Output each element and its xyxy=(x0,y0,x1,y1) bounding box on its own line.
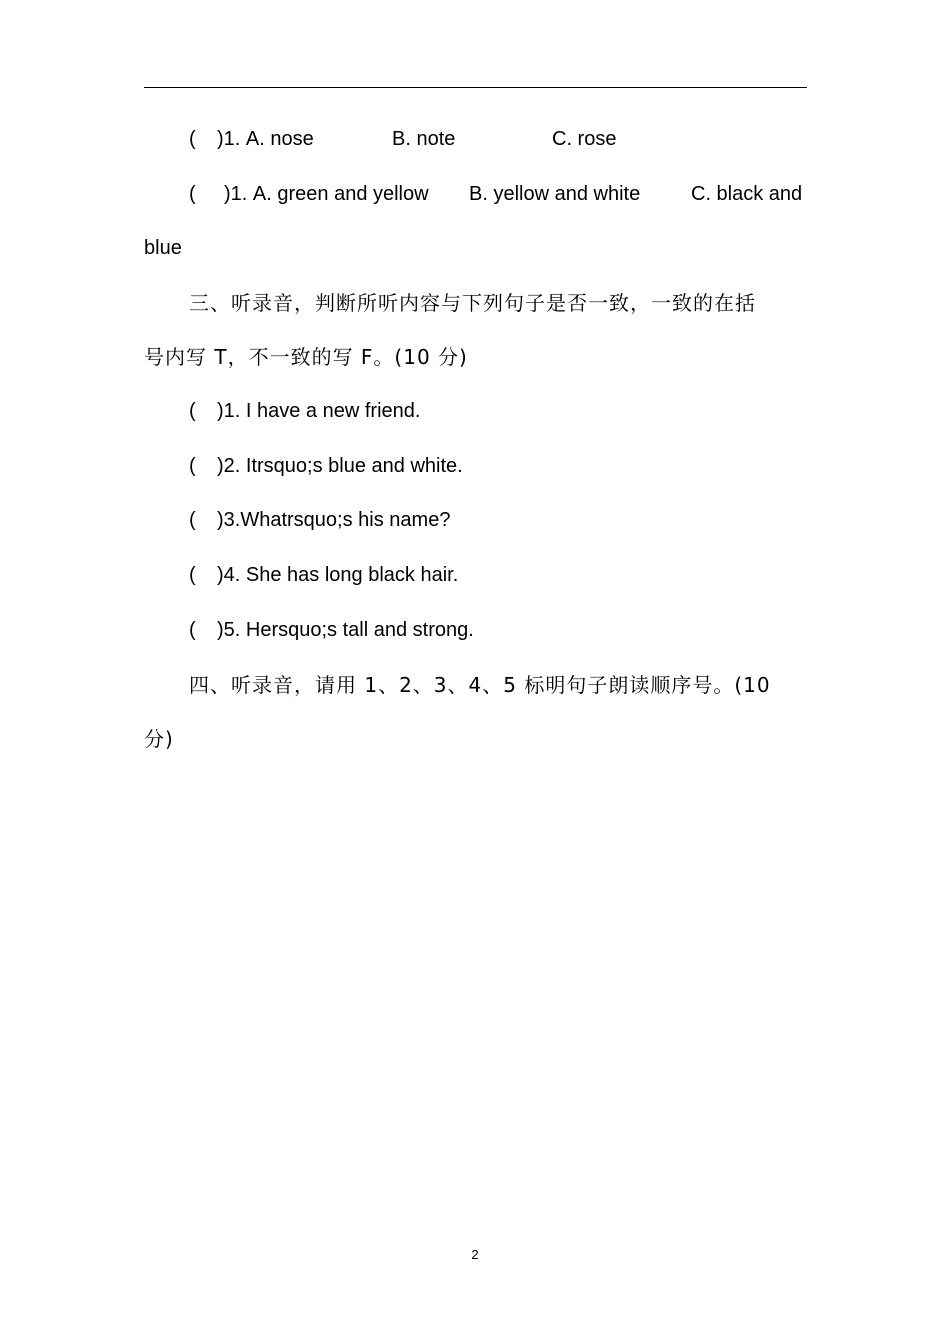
answer-paren: ( xyxy=(189,619,196,641)
answer-paren: ( xyxy=(189,183,196,205)
option-b: B. yellow and white xyxy=(469,183,641,205)
section4-heading-cont: 分) xyxy=(144,727,174,751)
statement-row xyxy=(144,561,807,589)
option-a: A. green and yellow xyxy=(252,183,429,205)
statement-text: )3.Whatrsquo;s his name? xyxy=(217,509,451,531)
option-c-continuation: blue xyxy=(144,237,182,259)
question-number: )1. xyxy=(217,128,241,150)
statement-row xyxy=(144,506,807,534)
section4-heading: 四、听录音，请用 1、2、3、4、5 标明句子朗读顺序号。(10 xyxy=(189,673,771,697)
question-row xyxy=(144,125,807,153)
question-row xyxy=(144,180,807,208)
statement-row xyxy=(144,616,807,644)
answer-paren: ( xyxy=(189,128,196,150)
answer-paren: ( xyxy=(189,509,196,531)
statement-text: )5. Hersquo;s tall and strong. xyxy=(217,619,474,641)
option-c: C. black and xyxy=(691,183,803,205)
section3-heading: 三、听录音，判断所听内容与下列句子是否一致，一致的在括 xyxy=(189,291,756,315)
statement-row xyxy=(144,452,807,480)
answer-paren: ( xyxy=(189,564,196,586)
option-b: B. note xyxy=(392,128,456,150)
option-c: C. rose xyxy=(552,128,617,150)
statement-row xyxy=(144,397,807,425)
page-number: 2 xyxy=(471,1247,479,1262)
statement-text: )2. Itrsquo;s blue and white. xyxy=(217,455,463,477)
option-a: A. nose xyxy=(245,128,314,150)
section3-heading-cont: 号内写 T，不一致的写 F。(10 分) xyxy=(144,345,468,369)
header-rule xyxy=(144,87,807,88)
statement-text: )1. I have a new friend. xyxy=(217,400,421,422)
answer-paren: ( xyxy=(189,400,196,422)
answer-paren: ( xyxy=(189,455,196,477)
statement-text: )4. She has long black hair. xyxy=(217,564,459,586)
question-number: )1. xyxy=(224,183,248,205)
